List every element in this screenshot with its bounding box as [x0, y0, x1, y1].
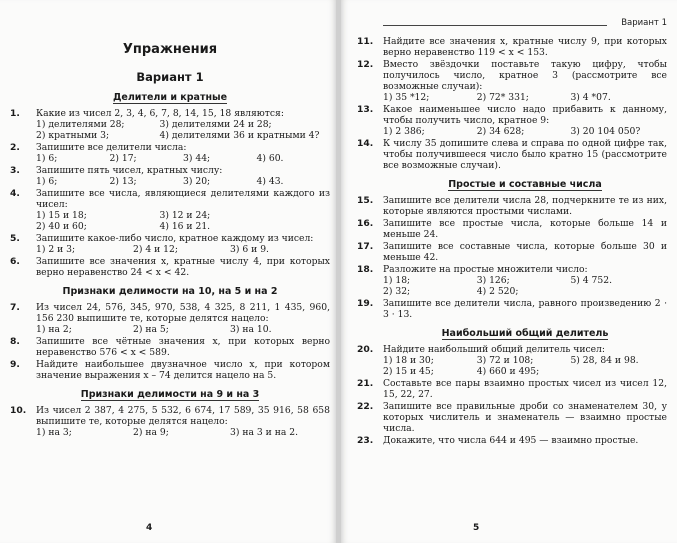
left-page — [0, 0, 336, 543]
exercise-12: 12. Вместо звёздочки поставьте такую цифру, чтобы получилось число, кратное 3 (рассмотрите все возможные случаи): 1) 35 *12; 2) 72* 331; 3) 4 *07. — [357, 59, 667, 103]
exercise-18: 18. Разложите на простые множители число: 1) 18; 3) 126; 5) 4 752. 2) 32; 4) 2 520; — [357, 264, 613, 297]
section-heading-div-9-3: Признаки делимости на 9 и на 3 — [80, 389, 260, 400]
exercise-11: 11. Найдите все значения x, кратные числу 9, при которых верно неравенство 119 < x < 153. — [357, 36, 667, 58]
exercise-22: 22. Запишите все правильные дроби со знаменателем 30, у которых числитель и знаменатель — взаимно простые числа. — [357, 401, 667, 434]
page-number: 5 — [473, 523, 480, 533]
exercise-1: 1. Какие из чисел 2, 3, 4, 6, 7, 8, 14, 15, 18 являются: 1) делителями 28; 3) делителями 24 и 28; 2) кратными 3; 4) делителями 36 и кратными 4? — [10, 108, 320, 141]
exercise-19: 19. Запишите все делители числа, равного произведению 2 · 3 · 13. — [357, 298, 667, 320]
exercise-6: 6. Запишите все значения x, кратные числу 4, при которых верно неравенство 24 < x < 42. — [10, 256, 330, 278]
exercise-21: 21. Составьте все пары взаимно простых чисел из чисел 12, 15, 22, 27. — [357, 378, 667, 400]
exercise-20: 20. Найдите наибольший общий делитель чисел: 1) 18 и 30; 3) 72 и 108; 5) 28, 84 и 98. 2) 15 и 45; 4) 660 и 495; — [357, 344, 639, 377]
exercise-7: 7. Из чисел 24, 576, 345, 970, 538, 4 325, 8 211, 1 435, 960, 156 230 выпишите те, которые делятся нацело: 1) на 2; 2) на 5; 3) на 10. — [10, 302, 330, 335]
exercise-4: 4. Запишите все числа, являющиеся делителями каждого из чисел: 1) 15 и 18; 3) 12 и 24; 2) 40 и 60; 4) 16 и 21. — [10, 188, 330, 232]
exercise-14: 14. К числу 35 допишите слева и справа по одной цифре так, чтобы получившееся число было кратно 15 (рассмотрите все возможные случаи). — [357, 138, 667, 171]
page-title: Упражнения — [122, 42, 218, 57]
section-heading-gcd: Наибольший общий делитель — [441, 328, 609, 339]
exercise-10: 10. Из чисел 2 387, 4 275, 5 532, 6 674, 17 589, 35 916, 58 658 выпишите те, которые делятся нацело: 1) на 3; 2) на 9; 3) на 3 и на 2. — [10, 405, 330, 438]
exercise-8: 8. Запишите все чётные значения x, при которых верно неравенство 576 < x < 589. — [10, 336, 330, 358]
exercise-17: 17. Запишите все составные числа, которые больше 30 и меньше 42. — [357, 241, 667, 263]
exercise-3: 3. Запишите пять чисел, кратных числу: 1) 6; 2) 13; 3) 20; 4) 43. — [10, 165, 284, 187]
section-heading-div-10-5-2: Признаки делимости на 10, на 5 и на 2 — [62, 286, 278, 297]
exercise-16: 16. Запишите все простые числа, которые больше 14 и меньше 24. — [357, 218, 667, 240]
exercise-15: 15. Запишите все делители числа 28, подчеркните те из них, которые являются простыми числами. — [357, 195, 667, 217]
exercise-2: 2. Запишите все делители числа: 1) 6; 2) 17; 3) 44; 4) 60. — [10, 142, 284, 164]
section-heading-divisors: Делители и кратные — [112, 92, 228, 103]
page-number: 4 — [146, 523, 153, 533]
right-page — [341, 0, 677, 543]
exercise-13: 13. Какое наименьшее число надо прибавить к данному, чтобы получить число, кратное 9: 1) 2 386; 2) 34 628; 3) 20 104 050? — [357, 104, 667, 137]
variant-heading: Вариант 1 — [136, 70, 204, 84]
exercise-23: 23. Докажите, что числа 644 и 495 — взаимно простые. — [357, 435, 639, 446]
exercise-5: 5. Запишите какое-либо число, кратное каждому из чисел: 1) 2 и 3; 2) 4 и 12; 3) 6 и 9. — [10, 233, 314, 255]
running-head: Вариант 1 — [383, 18, 667, 32]
section-heading-primes: Простые и составные числа — [448, 179, 602, 190]
exercise-9: 9. Найдите наибольшее двузначное число x, при котором значение выражения x – 74 делится нацело на 5. — [10, 359, 330, 381]
